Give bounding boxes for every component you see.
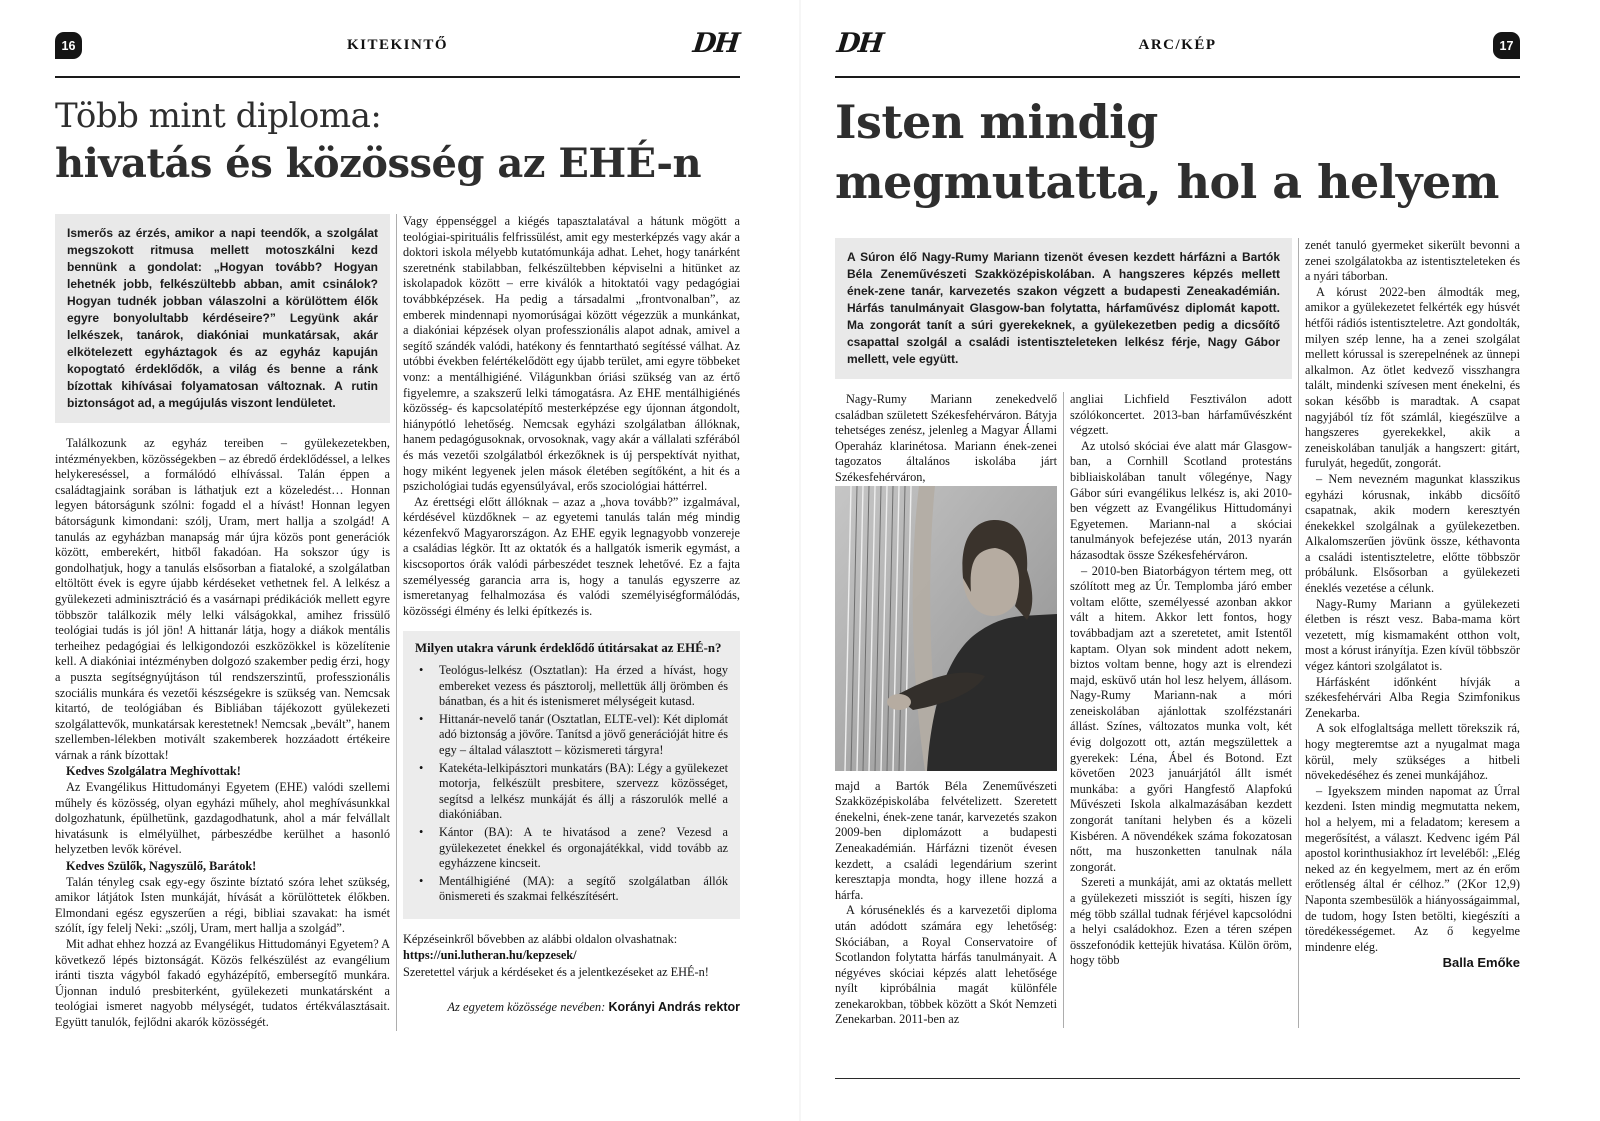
body-paragraph: – Igyekszem minden napomat az Úrral kezdeni. Isten mindig megmutatta nekem, hol a helyem, mi a feladatom; keresem a megerősítést, a választ. Kedvenc igém Pál apostol korinthusiakhoz írt leveléből: „Elég neked az én kegyelmem, mert az én erőm erőtlenség által ér célhoz.” (2Kor 12,9) Naponta szembesülök a hiányosságaimmal, de tudom, hogy Isten betölti, kiegészíti a töredékességemet. Az ő kegyelme mindenre elég.: [1305, 783, 1520, 954]
right-column-3: [1305, 238, 1520, 1028]
body-paragraph: angliai Lichfield Fesztiválon adott szólókoncertet. 2013-ban hárfaművészként végzett.: [1070, 392, 1292, 438]
program-item: • Teológus-lelkész (Osztatlan): Ha érzed a hívást, hogy embereket vezess és pásztorolj, mellettük állj örömben és bánatban, és a hit és istenismeret mélységeit kutasd.: [415, 663, 728, 710]
body-paragraph: Találkozunk az egyház tereiben – gyülekezetekben, intézményekben, közösségekben – az ébredő érdeklődéssel, a lelkes helykereséssel, a formálódó elhívással. Talán éppen a családtagjaink sorában is láthatjuk ezt a közeledést… Honnan legyen bátorságunk szólni: fogadd el a hívást! Honnan legyen bátorságunk kimondani: szólj, Uram, mert hallja a szolgád! A tanulás az egyházban manapság már újra közös pont generációk között, emberekért, hitből fakadóan. Ha sokszor úgy is gondolhatjuk, hogy a tanulás elsősorban a fiataloké, a szolgálatban eltöltött évek is egyre újabb kérdéseket vethetnek fel. A lelkész a gyülekezeti adminisztráció és a vasárnapi prédikációk mellett egyre többször találkozik mély lelki válságokkal, amihez frissülő teológiai tudás is jól jön! A hittanár látja, hogy a diákok mentális terheihez pedagógiai és lelkigondozói eszközökkel is közelítenie kell. A diakóniai intézményben dolgozó szakember pedig érzi, hogy a puszta segítségnyújtáson túl rendszerszintű, professzionális szociális munkára és vezetői készségekre is szükség van. Nemcsak kitartó, de teológiában és Bibliában tájékozott gyülekezeti szolgálattevők, munkatársak kerestetnek! Nemcsak „bevált”, hanem szellemben-lélekben motivált szakemberek hozzáadott értékeire várnak a ránk bízottak!: [55, 436, 390, 762]
outro-line: Képzéseinkről bővebben az alábbi oldalon olvashatnak:: [403, 931, 678, 946]
dh-logo-left-page: DH: [691, 28, 740, 59]
signature-prefix: Az egyetem közössége nevében:: [447, 1000, 609, 1015]
subheading: Kedves Szolgálatra Meghívottak!: [66, 764, 241, 779]
page-number-badge-right: 17: [1493, 32, 1520, 59]
left-column-1: [55, 214, 390, 1031]
left-columns: [55, 214, 740, 1031]
right-intro-box: A Súron élő Nagy-Rumy Mariann tizenöt évesen kezdett hárfázni a Bartók Béla Zeneművészeti Szakközépiskolában. A hangszeres képzés mellett ének-zene tanár, karvezetés szakon végzett a budapesti Zeneakadémián. Hárfás tanulmányait Glasgow-ban folytatta, hárfaművész diplomát kapott. Ma zongorát tanít a súri gyerekeknek, a gyülekezetben pedig a dicsőítő csapattal szolgál a családi istentiszteleteken lelkész férje, Nagy Gábor mellett, vele együtt.: [835, 238, 1292, 379]
left-article-title: [55, 94, 740, 190]
body-paragraph: Az Evangélikus Hittudományi Egyetem (EHE) valódi szellemi műhely és közösség, olyan egyházi műhely, ahol meghívásunkkal dolgozhatunk, épülhetünk, gazdagodhatunk, ahol a már felvállalt hivatásunk is elmélyülhet, párbeszédbe kerülhet a hasonló helyzetben levők körével.: [55, 780, 390, 857]
page-number-badge-left: 16: [55, 32, 82, 59]
body-paragraph: – Nem nevezném magunkat klasszikus egyházi kórusnak, inkább dicsőítő csapatnak, akik modern keresztyén énekekkel szolgálnak a gyülekezetben. Alkalomszerűen jövünk össze, kéthavonta a családi istentiszteletre, előtte többször próbálunk. Elsősorban a gyülekezeti éneklés vezetése a célunk.: [1305, 471, 1520, 596]
header-rule-right: [835, 76, 1520, 78]
programs-info-box: [403, 631, 740, 919]
body-paragraph: A kórust 2022-ben álmodták meg, amikor a gyülekezetet felkérték egy húsvét hétfői rádiós istentiszteletre. Azt gondolták, milyen szép lenne, ha a zenei szolgálat mellett kórussal is szerepelnének az ünnepi alkalmon. Az ötlet kedvező visszhangra talált, mindenki szívesen ment énekelni, és sokan később is maradtak. A csapat nagyjából tíz főt számlál, kiegészülve a hangszeres gyerekekkel, akik a zeneiskolában tanulják a hangszert: gitárt, furulyát, hegedűt, zongorát.: [1305, 284, 1520, 471]
header-rule-left: [55, 76, 740, 78]
body-paragraph: Hárfásként időnként hívják a székesfehérvári Alba Regia Szimfonikus Zenekarba.: [1305, 674, 1520, 720]
left-intro-box: Ismerős az érzés, amikor a napi teendők, a szolgálat megszokott ritmusa mellett motoszkálni kezd bennünk a gondolat: „Hogyan tovább? Hogyan lehetnék jobb, felkészültebb abban, amit csinálok? Hogyan tudnék jobban válaszolni a körülöttem élők egyre bonyolultabb kérdéseire?” Legyünk akár lelkészek, tanárok, diakóniai munkatársak, akár elkötelezett egyháztagok és az egyház kapuján kopogtató érdeklődők, a világ és benne a ránk bízottak kihívásai folyamatosan változnak. A rutin biztonságot ad, a megújulás viszont lendületet.: [55, 214, 390, 423]
body-paragraph: A kóruséneklés és a karvezetői diploma után adódott számára egy lehetőség: Skóciában, a Royal Conservatoire of Scotlandon folytatta hárfás tanulmányait. A négyéves skóciai képzés alatt lehetősége nyílt kipróbálnia magát különféle zenekarokban, többek között a Skót Nemzeti Zenekarban. 2011-ben az: [835, 903, 1057, 1027]
right-column-1: [835, 392, 1057, 1028]
body-paragraph: Az utolsó skóciai éve alatt már Glasgow-ban, a Cornhill Scotland protestáns bibliaiskolában tanult vőlegénye, Nagy Gábor súri evangélikus lelkész is, aki 2010-ben végzett az Evangélikus Hittudományi Egyetemen. Mariann-nal a skóciai tanulmányok befejezése után, 2013 nyarán házasodtak össze Székesfehérváron.: [1070, 438, 1292, 562]
body-paragraph: Szereti a munkáját, ami az oktatás mellett a gyülekezeti missziót is segíti, hiszen így még több szállal tudnak férjével kapcsolódni a helyi családokhoz. Ezen a téren szépen összefonódik kettejük hivatása. Külön öröm, hogy több: [1070, 875, 1292, 968]
programs-heading: Milyen utakra várunk érdeklődő útitársakat az EHÉ-n?: [415, 641, 722, 656]
body-paragraph: Mit adhat ehhez hozzá az Evangélikus Hittudományi Egyetem? A következő lépés biztonságát. Közös felkészülést az evangélium iránti tiszta vágyból fakadó egyházépítő, embersegítő munkára. Újonnan induló presbiterként, gyülekezeti munkatársként a teológiai ismeret nagyobb mélységét, tudatos értékválasztásait. Együtt tanulók, fejlődni akarók közösségét.: [55, 937, 390, 1029]
body-paragraph: Az érettségi előtt állóknak – azaz a „hova tovább?” izgalmával, kérdésével küzdőknek – az egyetemi tanulás talán még mindig kézenfekvő Magyarországon. Az EHE egyik legnagyobb vonzereje a családias légkör. Itt az oktatók és a hallgatók ismerik egymást, a kiscsoportos órák valódi párbeszédet tesznek lehetővé. Ez a fajta személyesség garancia arra is, hogy a tanulás egyszerre az ismeretanyag felhalmozása és valódi személyiségformálódás, közösségi élmény és lelki építkezés is.: [403, 494, 740, 618]
signature-name: Korányi András rektor: [608, 1000, 740, 1015]
program-item: • Katekéta-lelkipásztori munkatárs (BA): Légy a gyülekezet motorja, felkészült presbitere, szervezz közösséget, segítsd a lelkész munkáját és állj a rászorulók mellé a diakóniában.: [415, 761, 728, 823]
body-paragraph: Nagy-Rumy Mariann zenekedvelő családban született Székesfehérváron. Bátyja tehetséges zenész, jelenleg a Magyar Állami Operaház klarinétosa. Mariann ének-zenei tagozatos általános iskolába járt Székesfehérváron,: [835, 392, 1057, 484]
right-title-line2: megmutatta, hol a helyem: [835, 155, 1499, 209]
right-signature: Balla Emőke: [1442, 955, 1520, 971]
dh-logo-right-page: DH: [835, 28, 884, 59]
right-article-title: [835, 92, 1520, 212]
right-title-line1: Isten mindig: [835, 95, 1158, 149]
column-divider: [1063, 392, 1064, 1028]
portrait-photo: [835, 486, 1057, 771]
program-item: • Hittanár-nevelő tanár (Osztatlan, ELTE-vel): Két diplomát adó biztonság a jövőre. Tanítsd a jövő generációját hitre és egy – általad választott – közismereti tárgyra!: [415, 712, 728, 759]
program-item: • Kántor (BA): A te hivatásod a zene? Vezesd a gyülekezetet énekkel és orgonajátékkal, vidd tovább az egyházzene kincseit.: [415, 825, 728, 872]
right-page-header: [835, 28, 1520, 76]
body-paragraph: – 2010-ben Biatorbágyon tértem meg, ott szólított meg az Úr. Templomba járó ember voltam előtte, személyessé azonban akkor vált a hitem. Akkor lett fontos, hogy továbbadjam azt a szeretetet, amit Istentől kaptam. Olyan sok mindent adott nekem, biztos voltam benne, hogy azt is elrendezi majd, esküvő után hol lesz helyem, állásom. Nagy-Rumy Mariann-nak a móri zeneiskolában ajánlottak szolfézstanári állást. Színes, változatos munka volt, két évig dolgozott ott, aztán megszülettek a gyerekek: Léna, Ábel és Botond. Ezt követően 2023 januárjától állt ismét munkába: a győri Hangfestő Alapfokú Művészeti Iskola alkalmazásában kezdett zongorát tanítani helyben és a közeli Kisbéren. A növendékek száma fokozatosan nőtt, ma huszonketten tanulnak nála zongorát.: [1070, 563, 1292, 874]
left-signature: [403, 1000, 740, 1015]
body-paragraph: Vagy éppenséggel a kiégés tapasztalatával a hátunk mögött a teológiai-spirituális felfrissülést, amit egy mesterképzés vagy akár a doktori iskola mélyebb kutatómunkája adhat. Lehet, hogy tanárként szeretnénk stabilabban, felkészültebben képviselni a hitünket az iskolapadok között – erre kiválók a hitoktatói vagy pedagógiai továbbképzések. Ha pedig a társadalmi „frontvonalban”, az emberek mindennapi nyomorúságai között végezzük a munkánkat, a diakóniai képzések olyan professzionális alapot adnak, amivel a segítő szándék valódi, hatékony és fenntartható segítéssé válhat. Az utóbbi években felértékelődött egy újabb terület, ami egyre többeket vonz: a mentálhigiéné. Világunkban óriási szükség van az értő figyelemre, a szakszerű lelki támogatásra. Az EHE mentálhigiénés közösség- és kapcsolatépítő mesterképzése egy újonnan átgondolt, hiánypótló lehetőség. Nemcsak egyházi szolgálatban állóknak, hanem pedagógusoknak, orvosoknak, vagy akár a vállalati szférából és más vezetői szolgálatból érkezőknek is új perspektívát nyithat, hogy miként legyenek jelen mások életében segítőként, a hit és a pszichológiai tudás egyensúlyával, erős szociológiai háttérrel.: [403, 214, 740, 494]
column-divider: [396, 214, 397, 1031]
section-label-left: KITEKINTŐ: [346, 37, 449, 53]
programs-list: [415, 663, 728, 905]
outro-block: [403, 931, 740, 981]
right-column-2: [1070, 392, 1292, 1028]
body-paragraph: A sok elfoglaltsága mellett törekszik rá, hogy megteremtse azt a nyugalmat maga körül, mely szükséges a hitbeli növekedéséhez és zenei munkájához.: [1305, 721, 1520, 783]
right-columns-1-2-block: [835, 238, 1292, 1028]
body-paragraph: zenét tanuló gyermeket sikerült bevonni a zenei szolgálatokba az istentiszteleteken és a nyári táborban.: [1305, 238, 1520, 284]
page-right: [800, 0, 1600, 1121]
subheading: Kedves Szülők, Nagyszülő, Barátok!: [66, 859, 257, 874]
bottom-rule: [835, 1078, 1520, 1079]
outro-line: Szeretettel várjuk a kérdéseket és a jelentkezéseket az EHÉ-n!: [403, 964, 709, 979]
body-paragraph: majd a Bartók Béla Zeneművészeti Szakközépiskolába felvételizett. Szeretett énekelni, ének-zene tanár, karvezetés szakon 2009-ben diplomázott a budapesti Zeneakadémián. Hárfázni tizenöt évesen kezdett, a családi legendárium szerint keresztapja mondta, hogy illene hozzá a hárfa.: [835, 778, 1057, 902]
column-divider: [1298, 238, 1299, 1028]
left-title-line1: Több mint diploma:: [55, 96, 382, 136]
body-paragraph: Nagy-Rumy Mariann a gyülekezeti életben is részt vesz. Baba-mama kört vezetett, míg kismamaként otthon volt, most a kórust irányítja. Ezen kívül többször végez kántori szolgálatot is.: [1305, 596, 1520, 674]
program-item: • Mentálhigiéné (MA): a segítő szolgálatban állók önismereti és szakmai felkészítésért.: [415, 874, 728, 905]
right-columns: [835, 238, 1520, 1028]
section-label-right: ARC/KÉP: [1138, 37, 1217, 53]
left-page-header: [55, 28, 740, 76]
left-title-line2: hivatás és közösség az EHÉ-n: [55, 140, 702, 187]
body-paragraph: Talán tényleg csak egy-egy őszinte bíztató szóra lehet szükség, amikor látjátok Isten munkáját, hívását a körülöttetek élőkben. Elmondani egész egyszerűen a régi, bibliai szavakat: ha ismét szólít, így felelj Neki: „szólj, Uram, mert hallja a szolgád”.: [55, 874, 390, 936]
left-column-2: [403, 214, 740, 1031]
courses-url: https://uni.lutheran.hu/kepzesek/: [403, 948, 577, 963]
